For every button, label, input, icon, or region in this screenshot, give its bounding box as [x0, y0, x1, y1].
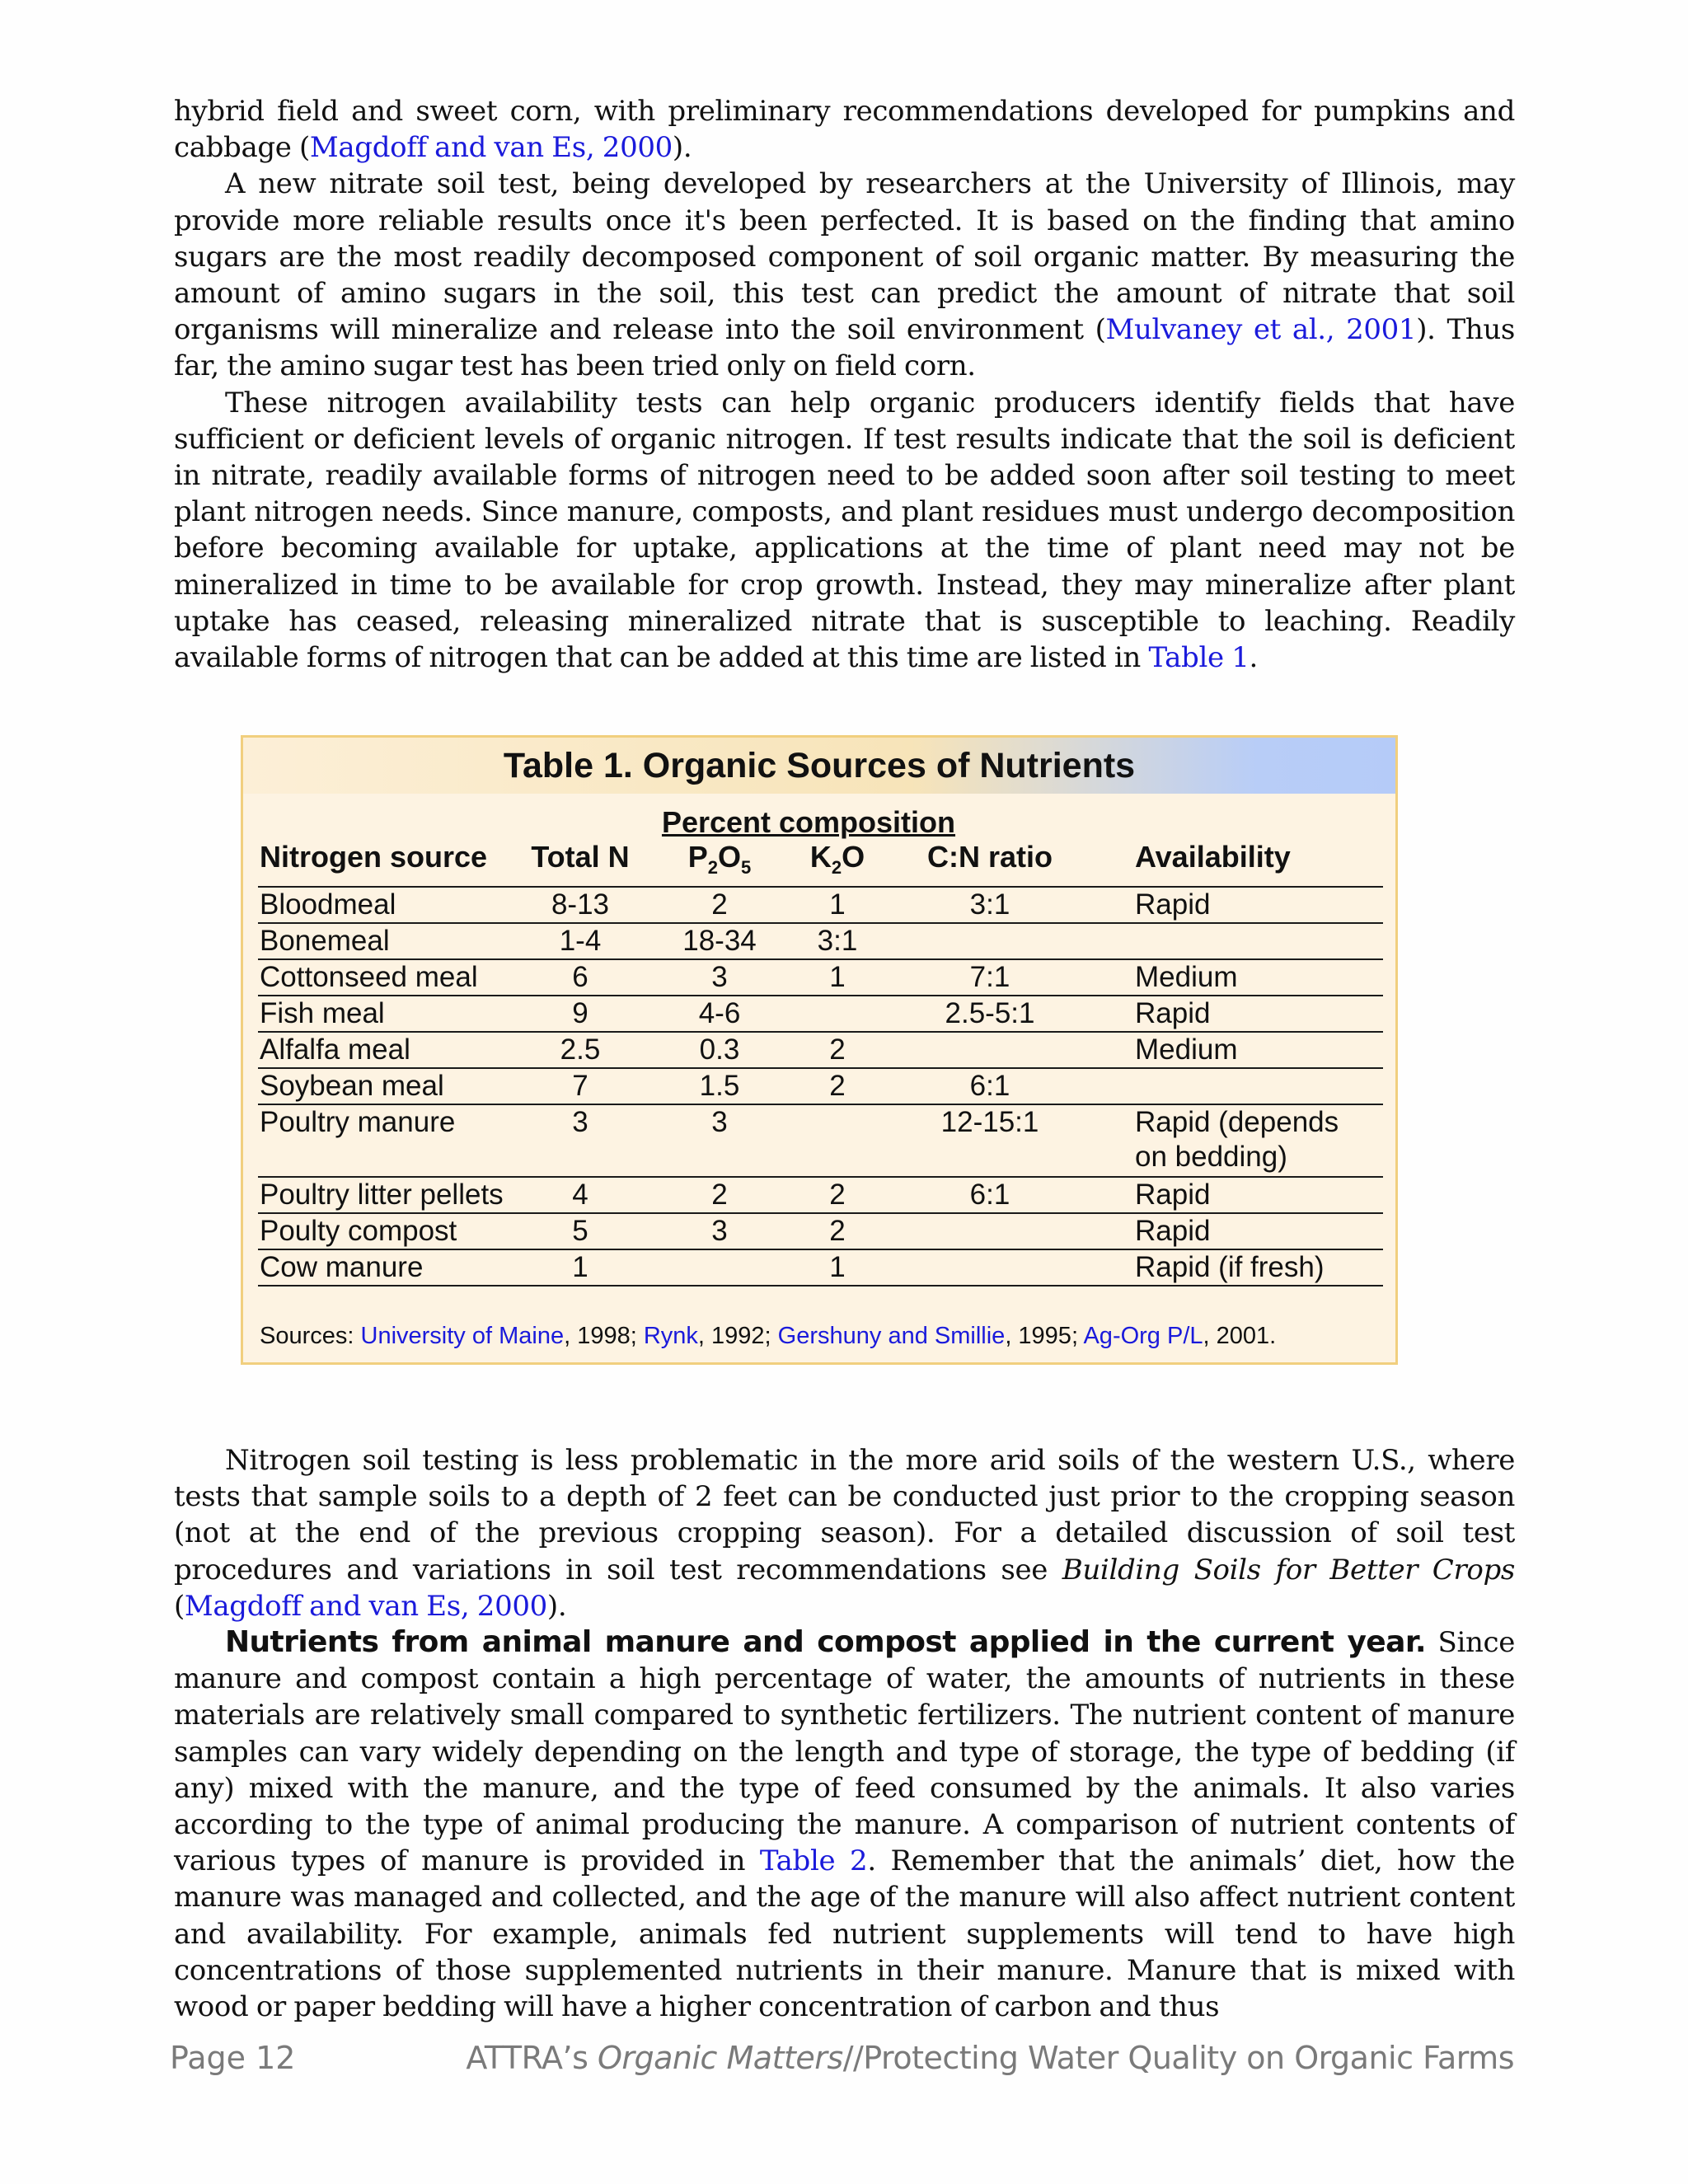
cell-total-n: 2.5: [560, 1033, 601, 1066]
paragraph-3: These nitrogen availability tests can help organic producers identify fields that have sufficient or deficient levels of organic nitrogen. If test results indicate that the soil is deficient in nitrate, readily available forms of nitrogen need to be added soon after soil testing to meet plant nitrogen needs. Since manure, composts, and plant residues must undergo decomposition before becoming available for uptake, applications at the time of plant need may not be mineralized in time to be available for crop growth. Instead, they may mineralize after plant uptake has ceased, releasing mineralized nitrate that is susceptible to leaching. Readily available forms of nitrogen that can be added at this time are listed in Table 1.: [174, 386, 1515, 675]
page-number: Page 12: [170, 2040, 296, 2076]
cell-k2o: 3:1: [817, 925, 858, 957]
nutrient-table: [241, 735, 1398, 1365]
cell-p2o5: 3: [711, 961, 728, 993]
table-row: [243, 1250, 1395, 1286]
cell-k2o: 2: [829, 1070, 846, 1102]
cell-k2o: 1: [829, 961, 846, 993]
cell-cn-ratio: 6:1: [969, 1070, 1010, 1102]
section-heading: Nutrients from animal manure and compost applied in the current year.: [225, 1625, 1426, 1660]
cell-source: Cow manure: [260, 1251, 424, 1283]
paragraph-4: Nitrogen soil testing is less problematic in the more arid soils of the western U.S., where tests that sample soils to a depth of 2 feet can be conducted just prior to the cropping season (not at the end of the previous cropping season). For a detailed discussion of soil test procedures and variations in soil test recommendations see Building Soils for Better Crops (Magdoff and van Es, 2000).: [174, 1444, 1516, 1623]
cell-p2o5: 2: [711, 888, 728, 921]
cell-k2o: 2: [829, 1215, 846, 1247]
cell-total-n: 6: [572, 961, 588, 993]
table-title: Table 1. Organic Sources of Nutrients: [243, 738, 1395, 794]
cell-p2o5: 3: [711, 1106, 728, 1138]
table-row: [243, 960, 1395, 996]
cell-cn-ratio: 3:1: [969, 888, 1010, 921]
table-row: [243, 1033, 1395, 1069]
cell-total-n: 4: [572, 1179, 588, 1211]
paragraph-2: A new nitrate soil test, being developed by researchers at the University of Illinois, may provide more reliable results once it's been perfected. It is based on the finding that amino sugars are the most readily decomposed component of soil organic matter. By measuring the amount of amino sugars in the soil, this test can predict the amount of nitrate that soil organisms will mineralize and release into the soil environment (Mulvaney et al., 2001). Thus far, the amino sugar test has been tried only on field corn.: [174, 167, 1515, 383]
cell-total-n: 9: [572, 997, 588, 1029]
citation-link[interactable]: Magdoff and van Es, 2000: [184, 1589, 547, 1623]
source-link[interactable]: University of Maine: [360, 1323, 565, 1349]
cell-total-n: 3: [572, 1106, 588, 1138]
table-row: [243, 1178, 1395, 1214]
cell-total-n: 8-13: [551, 888, 610, 921]
cell-p2o5: 3: [711, 1215, 728, 1247]
book-title: Building Soils for Better Crops: [1062, 1553, 1516, 1586]
cell-availability: Medium: [1135, 1033, 1238, 1066]
table-row: [243, 1214, 1395, 1250]
cell-k2o: 1: [829, 1251, 846, 1283]
paragraph-5: Nutrients from animal manure and compost applied in the current year. Since manure and compost contain a high percentage of water, the amounts of nutrients in these materials are relatively small compared to synthetic fertilizers. The nutrient content of manure samples can vary widely depending on the length and type of storage, the type of bedding (if any) mixed with the manure, and the type of feed consumed by the animals. It also varies according to the type of animal producing the manure. A comparison of nutrient contents of various types of manure is provided in Table 2. Remember that the animals’ diet, how the manure was managed and collected, and the age of the manure will also affect nutrient content and availability. For example, animals fed nutrient supplements will tend to have high concentrations of those supplemented nutrients in their manure. Manure that is mixed with wood or paper bedding will have a higher concentration of carbon and thus: [174, 1625, 1516, 2024]
cell-k2o: 1: [829, 888, 846, 921]
cell-p2o5: 0.3: [699, 1033, 740, 1066]
table-1-link[interactable]: Table 1: [1148, 641, 1250, 675]
cell-availability: Rapid: [1135, 888, 1211, 921]
table-sources: Sources: University of Maine, 1998; Rynk, 1992; Gershuny and Smillie, 1995; Ag-Org P/L, 2001.: [260, 1323, 1277, 1349]
citation-link[interactable]: Magdoff and van Es, 2000: [309, 131, 673, 165]
cell-availability: Rapid: [1135, 1215, 1211, 1247]
cell-p2o5: 2: [711, 1179, 728, 1211]
cell-source: Poulty compost: [260, 1215, 457, 1247]
cell-total-n: 7: [572, 1070, 588, 1102]
header-cn-ratio: C:N ratio: [927, 840, 1053, 874]
cell-p2o5: 4-6: [698, 997, 741, 1029]
cell-k2o: 2: [829, 1179, 846, 1211]
cell-source: Soybean meal: [260, 1070, 444, 1102]
table-2-link[interactable]: Table 2: [759, 1844, 868, 1878]
cell-availability: Rapid (depends on bedding): [1135, 1106, 1339, 1173]
cell-availability: Rapid: [1135, 997, 1211, 1029]
header-source: Nitrogen source: [260, 840, 488, 874]
cell-k2o: 2: [829, 1033, 846, 1066]
header-total-n: Total N: [531, 840, 630, 874]
source-link[interactable]: Gershuny and Smillie: [777, 1323, 1006, 1349]
cell-cn-ratio: 12-15:1: [940, 1106, 1039, 1138]
table-row: [243, 924, 1395, 960]
publication-title: ATTRA’s Organic Matters//Protecting Water Quality on Organic Farms: [466, 2040, 1514, 2076]
page-footer: [0, 2040, 1688, 2089]
cell-source: Bonemeal: [260, 925, 390, 957]
source-link[interactable]: Ag-Org P/L: [1083, 1323, 1203, 1349]
cell-p2o5: 18-34: [682, 925, 757, 957]
cell-cn-ratio: 7:1: [969, 961, 1010, 993]
cell-p2o5: 1.5: [699, 1070, 740, 1102]
cell-source: Alfalfa meal: [260, 1033, 410, 1066]
cell-availability: Rapid: [1135, 1179, 1211, 1211]
table-header-row: [243, 840, 1395, 876]
table-row: [243, 1069, 1395, 1105]
table-row: [243, 1105, 1395, 1173]
header-k2o: $K_2O$: [809, 840, 865, 878]
cell-source: Bloodmeal: [260, 888, 396, 921]
intro-text: [174, 93, 1515, 676]
cell-cn-ratio: 6:1: [969, 1179, 1010, 1211]
cell-total-n: 5: [572, 1215, 588, 1247]
cell-source: Poultry litter pellets: [260, 1179, 504, 1211]
cell-total-n: 1: [572, 1251, 588, 1283]
source-link[interactable]: Rynk: [643, 1323, 698, 1349]
paragraph-1: hybrid field and sweet corn, with preliminary recommendations developed for pumpkins and cabbage (Magdoff and van Es, 2000).: [174, 95, 1515, 165]
cell-cn-ratio: 2.5-5:1: [945, 997, 1035, 1029]
cell-availability: Medium: [1135, 961, 1238, 993]
citation-link[interactable]: Mulvaney et al., 2001: [1105, 313, 1417, 347]
percent-composition-header: Percent composition: [661, 805, 956, 839]
cell-total-n: 1-4: [559, 925, 602, 957]
table-row: [243, 996, 1395, 1033]
header-availability: Availability: [1135, 840, 1291, 874]
cell-source: Poultry manure: [260, 1106, 456, 1138]
table-row: [243, 888, 1395, 924]
header-p2o5: $P_2O_5$: [687, 840, 752, 878]
cell-source: Fish meal: [260, 997, 385, 1029]
following-text: [174, 1442, 1515, 2025]
cell-availability: Rapid (if fresh): [1135, 1251, 1325, 1283]
cell-source: Cottonseed meal: [260, 961, 478, 993]
